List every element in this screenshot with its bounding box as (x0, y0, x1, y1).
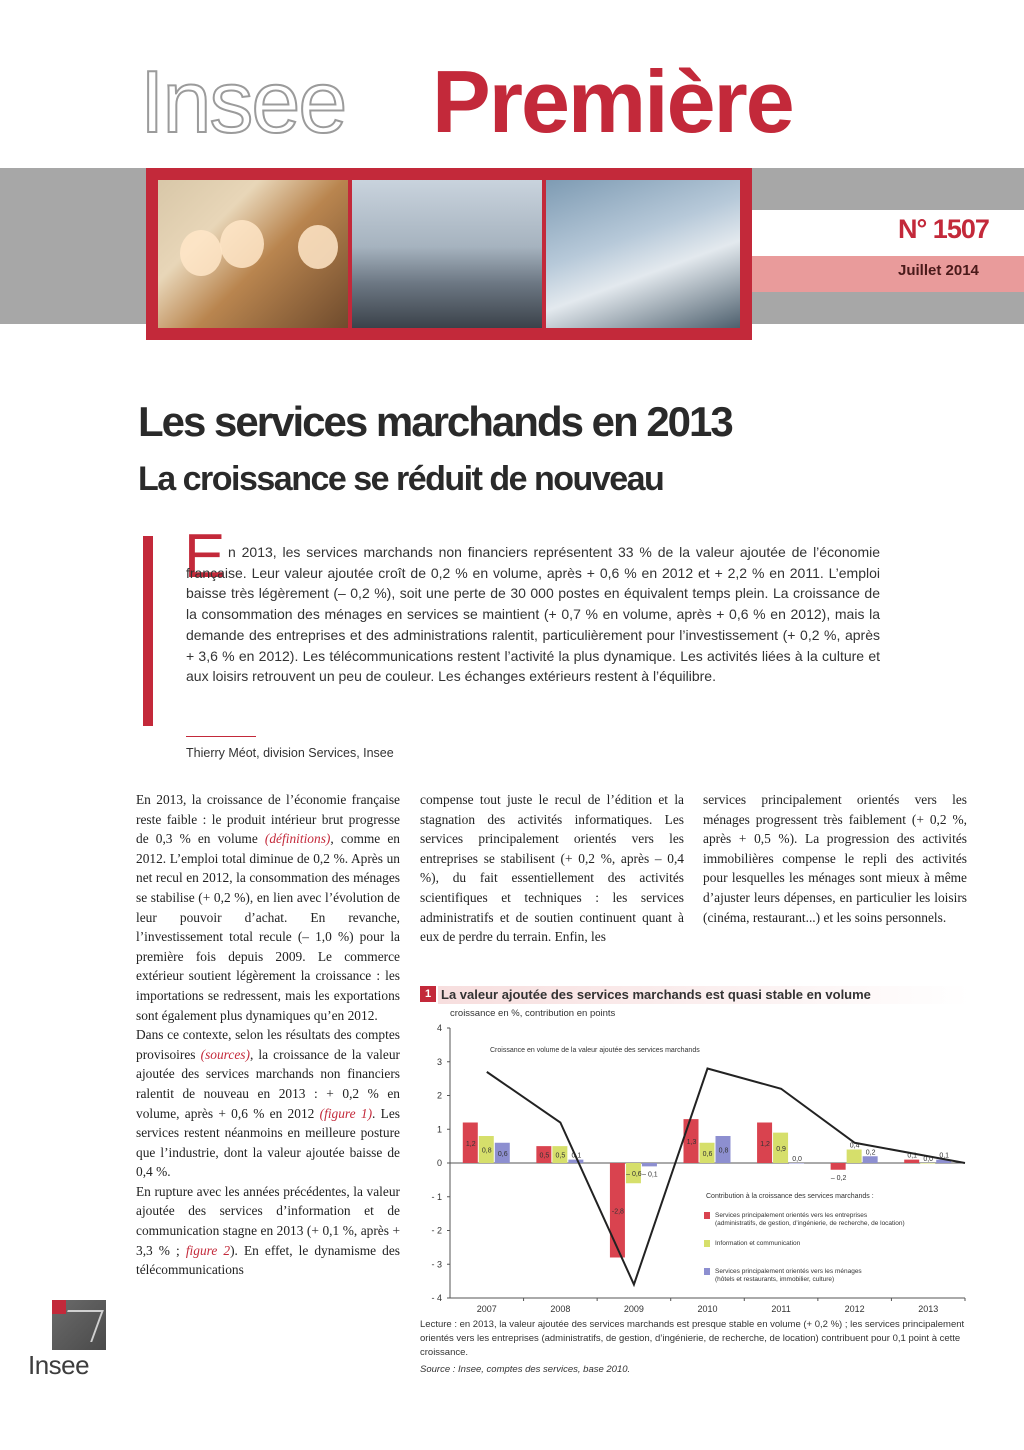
x-tick-label: 2008 (550, 1304, 571, 1314)
article-subtitle: La croissance se réduit de nouveau (138, 460, 664, 498)
photo-strip (146, 168, 752, 340)
figure-units: croissance en %, contribution en points (450, 1008, 616, 1019)
legend-swatch (704, 1240, 710, 1247)
photo-office-meeting (546, 180, 740, 328)
bar-data-label: 0,1 (571, 1152, 582, 1160)
author-rule (186, 736, 256, 737)
photo-children (158, 180, 348, 328)
bar-data-label: 0,5 (539, 1152, 550, 1160)
bar (904, 1160, 919, 1163)
body-paragraph: En rupture avec les années précédentes, la valeur ajoutée des services d’information et de communication stagne en 2013 (+ 0,1 %, après + 3,3 % ; figure 2). En effet, le dynamisme des télécommunications (136, 1183, 400, 1278)
bar-data-label: 0,8 (481, 1147, 492, 1155)
lead-dropcap: E (184, 522, 226, 591)
brand-premiere-wordmark: Première (432, 52, 793, 151)
bar-data-label: 0,9 (776, 1145, 786, 1153)
insee-logo-text: Insee (28, 1350, 90, 1380)
masthead (0, 0, 1024, 340)
sources-link[interactable]: (sources) (200, 1046, 250, 1062)
body-paragraph: En 2013, la croissance de l’économie française reste faible : le produit intérieur brut progresse de 0,3 % en volume (définitions), comme en 2012. L’emploi total diminue de 0,2 %. Après un net recul en 2012, la consommation des ménages se stabilise (+ 0,2 %), en lien avec l’évolution de leur pouvoir d’achat. En revanche, l’investissement total recule (– 1,0 %) pour la première fois depuis 2009. Le commerce extérieur soutient légèrement la croissance : les importations se redressent, mais les exportations sont également plus dynamiques qu’en 2012. (136, 792, 400, 1023)
photo-street-crowd (352, 180, 542, 328)
issue-date: Juillet 2014 (898, 262, 979, 279)
y-tick-label: 1 (436, 1124, 442, 1135)
y-tick-label: 3 (436, 1056, 442, 1067)
growth-line (487, 1069, 965, 1285)
x-tick-label: 2009 (623, 1304, 644, 1314)
body-column-1 (136, 790, 400, 1280)
bar-data-label: 0,4 (849, 1142, 860, 1150)
figure-source: Source : Insee, comptes des services, base 2010. (420, 1364, 631, 1375)
legend-label: Services principalement orientés vers les ménages (715, 1268, 862, 1275)
x-tick-label: 2013 (918, 1304, 939, 1314)
bar (642, 1163, 657, 1166)
bar (920, 1163, 935, 1164)
y-tick-label: - 2 (431, 1225, 442, 1236)
bar-data-label: 1,2 (760, 1140, 770, 1148)
y-tick-label: 4 (436, 1023, 442, 1033)
issue-number: N° 1507 (898, 214, 989, 244)
bar-data-label: 0,6 (702, 1150, 713, 1158)
bar (847, 1150, 862, 1164)
y-tick-label: 2 (436, 1090, 442, 1101)
bar (568, 1160, 583, 1163)
article-title: Les services marchands en 2013 (138, 398, 732, 445)
bar (831, 1163, 846, 1170)
figure-2-link[interactable]: figure 2 (185, 1242, 231, 1258)
bar-data-label: -2,8 (611, 1208, 624, 1216)
bar-data-label: 0,1 (939, 1152, 950, 1160)
bar-data-label: 1,3 (686, 1139, 697, 1147)
lead-paragraph: n 2013, les services marchands non financiers représentent 33 % de la valeur ajoutée de l’économie française. Leur valeur ajoutée croît de 0,2 % en volume, après + 0,6 % en 2012 et + 2,2 % en 2011. L’emploi baisse très légèrement (– 0,2 %), soit une perte de 30 000 postes en équivalent temps plein. La croissance de la consommation des ménages en services se maintient (+ 0,7 % en volume, après + 0,6 % en 2012), mais la demande des entreprises et des administrations ralentit, particulièrement pour l’investissement (+ 0,2 %, après + 3,6 % en 2012). Les télécommunications restent l’activité la plus dynamique. Les activités liées à la culture et aux loisirs retrouvent un peu de couleur. Les échanges extérieurs restent à l’équilibre. (186, 544, 880, 685)
legend-swatch (704, 1212, 710, 1219)
legend-label: Services principalement orientés vers les entreprises (715, 1212, 868, 1219)
legend-label-detail: (hôtels et restaurants, immobilier, culture) (715, 1276, 835, 1283)
legend-swatch (704, 1268, 710, 1275)
body-paragraph: Dans ce contexte, selon les résultats des comptes provisoires (sources), la croissance de la valeur ajoutée des services marchands non financiers ralentit de nouveau en 2013 : + 0,2 % en volume, après + 0,6 % en 2012 (figure 1). Les services restent néanmoins en meilleure posture que l’industrie, dont la valeur ajoutée baisse de 0,4 %. (136, 1027, 400, 1180)
bar-data-label: – 0,1 (642, 1171, 658, 1179)
figure-1-link[interactable]: (figure 1) (319, 1105, 373, 1121)
x-tick-label: 2010 (697, 1304, 718, 1314)
figure-reading-note: Lecture : en 2013, la valeur ajoutée des services marchands est presque stable en volume (+ 0,2 %) ; les services principalement orientés vers les entreprises (administratifs, de gestion, d’ingénierie, de recherche, de location) contribuent pour 0,1 point à cette croissance. (420, 1319, 965, 1358)
bar-data-label: 1,2 (465, 1140, 476, 1148)
legend-title: Contribution à la croissance des services marchands : (706, 1193, 874, 1200)
legend-label-detail: (administratifs, de gestion, d’ingénierie, de recherche, de location) (715, 1220, 905, 1227)
bar-data-label: 0,2 (865, 1149, 876, 1157)
bar-data-label: 0,0 (923, 1156, 934, 1163)
figure-1-chart (420, 1012, 975, 1322)
x-tick-label: 2007 (476, 1304, 497, 1314)
figure-title: La valeur ajoutée des services marchands est quasi stable en volume (441, 987, 871, 1002)
bar-data-label: – 0,2 (830, 1174, 847, 1182)
insee-logo-accent (52, 1300, 66, 1314)
body-paragraph: compense tout juste le recul de l’édition et la stagnation des activités informatiques. Les services principalement orientés vers les entreprises se stabilisent (+ 0,2 %, après – 0,4 %), du fait essentiellement des activités scientifiques et techniques : les services administratifs et de soutien continuent quant à eux de perdre du terrain. Enfin, les (420, 792, 684, 945)
figure-number-badge: 1 (420, 986, 436, 1002)
lead-accent-bar (143, 536, 153, 726)
body-column-3 (703, 790, 967, 927)
y-tick-label: - 4 (431, 1293, 442, 1303)
bar-data-label: 0,1 (907, 1152, 918, 1160)
brand-insee-wordmark: Insee (140, 52, 346, 151)
bar-data-label: 0,5 (555, 1152, 566, 1160)
author-byline: Thierry Méot, division Services, Insee (186, 746, 394, 760)
bar-data-label: 0,6 (497, 1150, 508, 1158)
issue-date-box (752, 256, 1024, 292)
legend-label: Information et communication (715, 1240, 801, 1247)
bar (863, 1156, 878, 1163)
bar-data-label: 0,0 (792, 1156, 802, 1163)
line-series-label: Croissance en volume de la valeur ajoutée des services marchands (490, 1047, 700, 1054)
body-column-2 (420, 790, 684, 947)
bar-data-label: 0,8 (718, 1147, 729, 1155)
definitions-link[interactable]: (définitions) (264, 831, 331, 847)
bar-data-label: – 0,6 (626, 1171, 642, 1179)
y-tick-label: - 3 (431, 1259, 442, 1270)
y-tick-label: 0 (436, 1158, 442, 1168)
x-tick-label: 2011 (771, 1304, 791, 1314)
x-tick-label: 2012 (844, 1304, 865, 1314)
y-tick-label: - 1 (431, 1191, 442, 1202)
bar (789, 1163, 804, 1164)
body-paragraph: services principalement orientés vers les ménages progressent très faiblement (+ 0,2 %, après + 0,5 %). La progression des activités immobilières compense le repli des activités pour lesquelles les ménages sont mieux à même d’ajuster leurs dépenses, en particulier les loisirs (cinéma, restaurant...) et les soins personnels. (703, 792, 967, 925)
